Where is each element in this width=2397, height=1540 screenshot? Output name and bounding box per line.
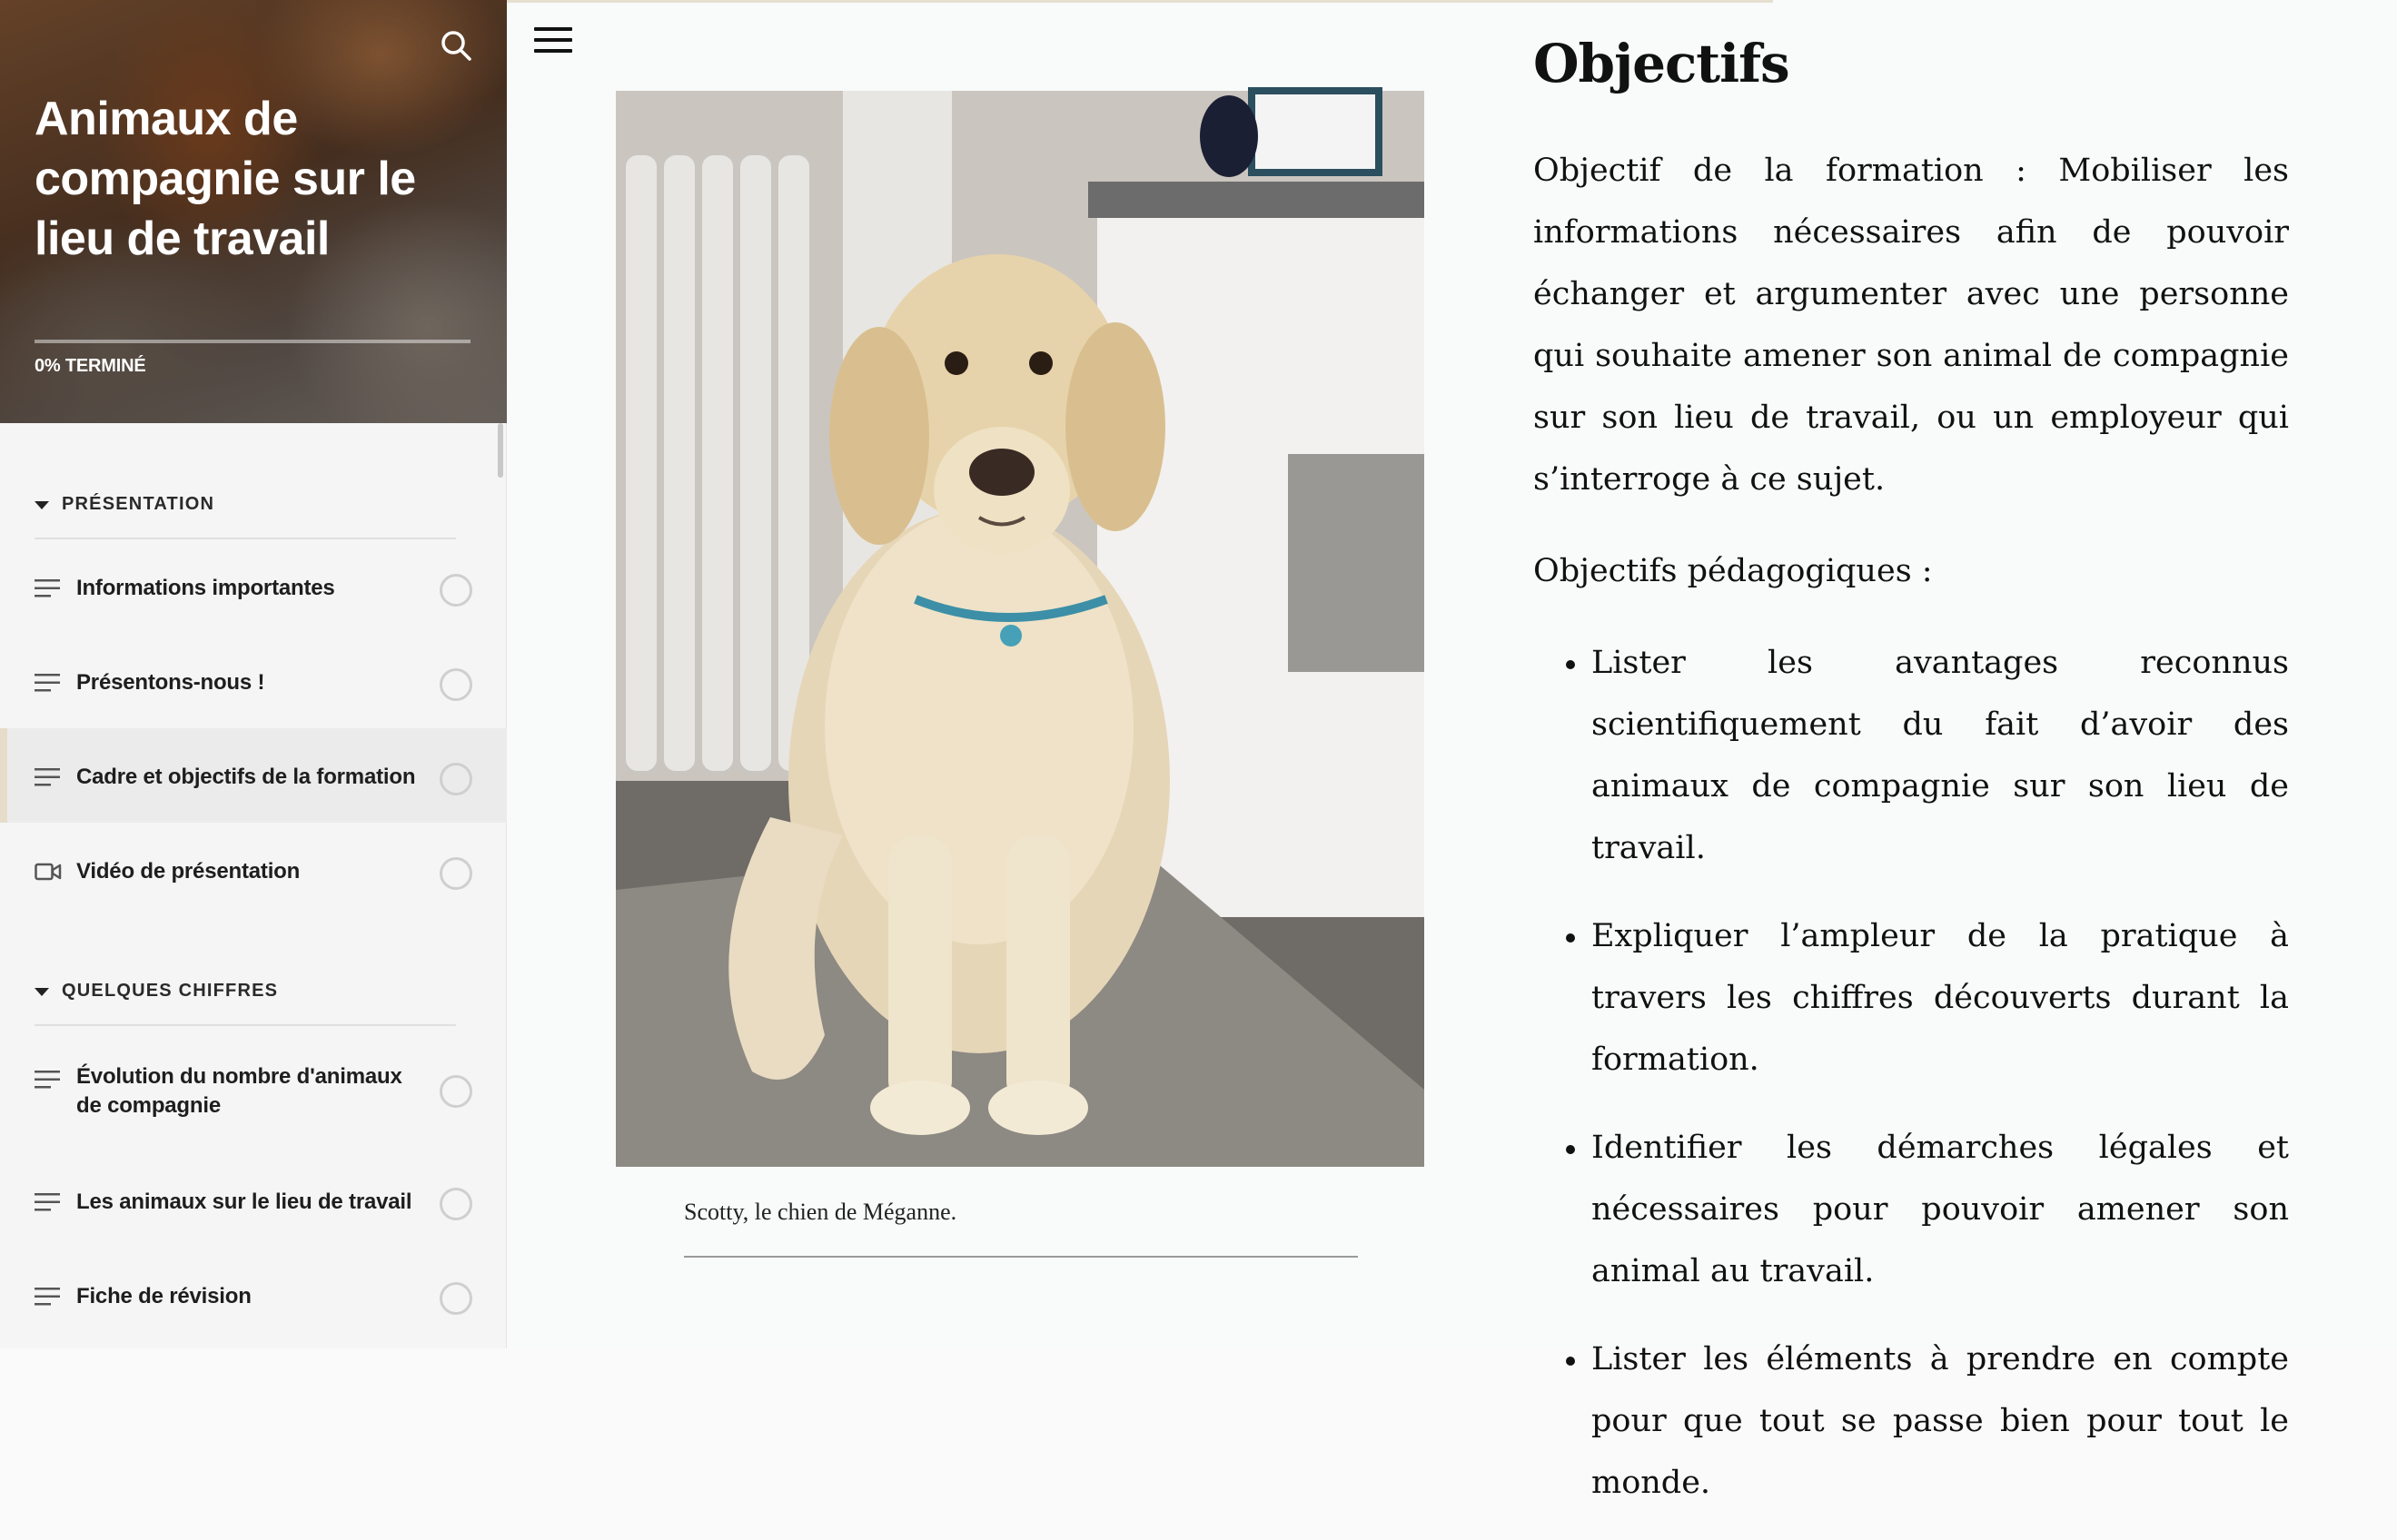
search-icon[interactable]: [438, 27, 474, 64]
caret-down-icon: [35, 988, 49, 996]
lesson-label: Évolution du nombre d'animaux de compagnie: [76, 1064, 402, 1118]
course-header: [0, 0, 507, 423]
objective-paragraph: Objectif de la formation : Mobiliser les informations nécessaires afin de pouvoir échanger et argumenter avec une personne qui souhaite amener son animal de compagnie sur son lieu de travail, ou un employeur qui s’interroge à ce sujet.: [1533, 153, 2289, 498]
lines-icon: [35, 578, 62, 598]
progress-label: 0% TERMINÉ: [35, 356, 146, 376]
list-item: Identifier les démarches légales et nécessaires pour pouvoir amener son animal au travail.: [1533, 1117, 2289, 1302]
top-progress-line: [507, 0, 1773, 3]
lesson-item-video-de-presentation[interactable]: [0, 823, 507, 917]
lines-icon: [35, 1287, 62, 1307]
lines-icon: [35, 767, 62, 787]
status-circle-icon: [440, 857, 472, 890]
lesson-label: Vidéo de présentation: [76, 859, 301, 884]
status-circle-icon: [440, 1075, 472, 1108]
lines-icon: [35, 1070, 62, 1090]
dog-photo: [616, 91, 1424, 1167]
section-header-presentation[interactable]: [0, 423, 507, 539]
lesson-label: Informations importantes: [76, 576, 335, 600]
lesson-label: Les animaux sur le lieu de travail: [76, 1190, 412, 1214]
section-label: PRÉSENTATION: [62, 494, 215, 514]
lesson-label: Fiche de révision: [76, 1284, 252, 1308]
video-icon: [35, 862, 62, 882]
section-header-quelques-chiffres[interactable]: [0, 917, 507, 1030]
section-divider: [35, 1024, 456, 1026]
lesson-article: [1533, 27, 2289, 1540]
menu-icon[interactable]: [534, 25, 572, 54]
list-item: Expliquer l’ampleur de la pratique à travers les chiffres découverts durant la formation.: [1533, 905, 2289, 1091]
objectives-list: [1533, 632, 2289, 1514]
status-circle-icon: [440, 1282, 472, 1315]
status-circle-icon: [440, 763, 472, 795]
status-circle-icon: [440, 1188, 472, 1220]
lesson-item-cadre-et-objectifs[interactable]: [0, 728, 507, 823]
list-item: Lister les éléments à prendre en compte pour que tout se passe bien pour tout le monde.: [1533, 1328, 2289, 1514]
section-label: QUELQUES CHIFFRES: [62, 981, 279, 1001]
lesson-heading: Objectifs: [1533, 33, 1789, 94]
lines-icon: [35, 673, 62, 693]
lesson-item-fiche-de-revision[interactable]: [0, 1248, 507, 1342]
course-sidebar: [0, 0, 507, 1348]
progress-bar: [35, 340, 470, 343]
pedagogical-objectives-label: Objectifs pédagogiques :: [1533, 553, 1933, 589]
caret-down-icon: [35, 501, 49, 509]
status-circle-icon: [440, 574, 472, 607]
lesson-item-evolution-nombre-animaux[interactable]: [0, 1030, 507, 1153]
lines-icon: [35, 1192, 62, 1212]
lesson-label: Cadre et objectifs de la formation: [76, 765, 416, 789]
caption-divider: [684, 1256, 1358, 1258]
course-title: Animaux de compagnie sur le lieu de travail: [35, 93, 416, 265]
list-item: Lister les avantages reconnus scientifiquement du fait d’avoir des animaux de compagnie sur son lieu de travail.: [1533, 632, 2289, 879]
status-circle-icon: [440, 668, 472, 701]
lesson-content: [507, 0, 2397, 1501]
lesson-item-animaux-lieu-de-travail[interactable]: [0, 1153, 507, 1248]
golden-retriever-illustration: [616, 91, 1424, 1167]
lesson-label: Présentons-nous !: [76, 670, 265, 695]
lesson-item-informations-importantes[interactable]: [0, 539, 507, 634]
lesson-navigation: [0, 423, 507, 1342]
lesson-item-presentons-nous[interactable]: [0, 634, 507, 728]
image-caption: Scotty, le chien de Méganne.: [684, 1199, 957, 1225]
